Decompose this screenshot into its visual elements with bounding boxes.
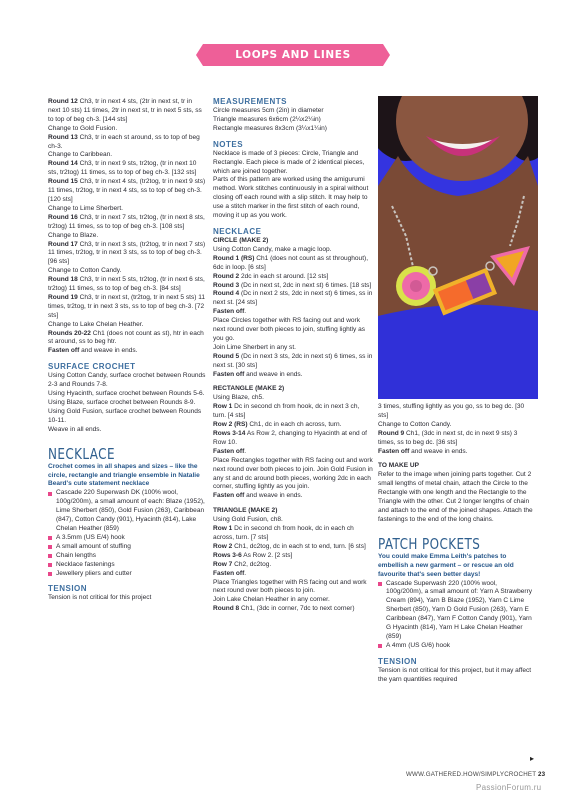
triangle-step xyxy=(213,579,373,597)
triangle-step-lead: Fasten off xyxy=(213,569,245,577)
pattern-round-lead: Rounds 20-22 xyxy=(48,329,91,337)
rectangle-step-lead: Fasten off xyxy=(213,492,245,500)
surface-line: Using Blaze, surface crochet between Rounds 8-9. xyxy=(48,399,196,406)
triangle-step-text: Ch2, dc2tog. xyxy=(232,560,272,568)
circle-step xyxy=(213,308,373,317)
circle-step-lead: Round 3 xyxy=(213,281,240,289)
triangle-continued xyxy=(378,403,533,456)
pattern-round-lead: Round 13 xyxy=(48,133,78,141)
patch-pockets-intro: You could make Emma Leith's patches to embellish a new garment – or rescue an old favourite that's seen better days! xyxy=(378,552,514,578)
circle-step xyxy=(213,317,373,344)
pattern-round-text: Ch3, tr in next 3 sts, (tr2tog, tr in next 7 sts) 11 times, tr2tog, tr in next 3 sts, ss to top of beg ch-3. [96 sts] xyxy=(48,240,206,266)
rectangle-step xyxy=(213,457,373,493)
patch-materials-list xyxy=(378,580,533,651)
circle-step-lead: Fasten off xyxy=(213,308,245,316)
pattern-round-text: Ch3, tr in each st around, ss to top of beg ch-3. xyxy=(48,133,200,150)
pattern-round xyxy=(48,214,206,232)
notes-heading: NOTES xyxy=(213,139,244,149)
measurement-line: Rectangle measures 8x3cm (3¼x1¼in) xyxy=(213,124,327,132)
surface-line: Using Cotton Candy, surface crochet between Rounds 2-3 and Rounds 7-8. xyxy=(48,372,206,389)
triangle-step-lead: Round 9 xyxy=(378,429,405,437)
pattern-round-text: Change to Cotton Candy. xyxy=(48,267,122,275)
pattern-round-lead: Round 12 xyxy=(48,98,78,105)
pattern-round-text: Change to Caribbean. xyxy=(48,151,113,159)
circle-step-text: and weave in ends. xyxy=(244,370,303,378)
pattern-round-text: and weave in ends. xyxy=(79,347,138,355)
rectangle-heading: RECTANGLE (MAKE 2) xyxy=(213,385,285,393)
triangle-step-text: As Row 2. [2 sts] xyxy=(241,551,293,559)
triangle-step xyxy=(378,421,533,430)
pattern-round-lead: Round 14 xyxy=(48,160,78,168)
circle-step xyxy=(213,353,373,371)
surface-line: Weave in all ends. xyxy=(48,425,102,433)
necklace-heading: NECKLACE xyxy=(213,226,262,236)
pattern-round-text: Ch3, tr in next 9 sts, tr2tog, (tr in next 10 sts, tr2tog) 11 times, ss to top of beg ch-3. [132 sts] xyxy=(48,160,197,177)
pattern-round-lead: Round 18 xyxy=(48,276,78,284)
triangle-step xyxy=(213,596,373,605)
pattern-round-text: Ch3, tr in next 7 sts, tr2tog, (tr in next 8 sts, tr2tog) 11 times, ss to top of beg ch-3. [108 sts] xyxy=(48,213,205,230)
pattern-round xyxy=(48,276,206,294)
section-banner xyxy=(203,44,383,83)
circle-step-text: . xyxy=(244,308,247,316)
surface-line: Using Hyacinth, surface crochet between Rounds 5-6. xyxy=(48,390,205,398)
triangle-step-lead: Row 1 xyxy=(213,525,233,533)
necklace-materials-list xyxy=(48,489,206,578)
circle-step-text: Join Lime Sherbert in any st. xyxy=(213,343,296,351)
triangle-step-text: Ch1, (3dc in next st, dc in next 9 sts) 3 times, ss to beg dc. [36 sts] xyxy=(378,429,518,446)
necklace-intro: Crochet comes in all shapes and sizes – like the circle, rectangle and triangle ensemble in Natalie Beard's cute statement necklace xyxy=(48,462,200,488)
circle-step xyxy=(213,246,373,255)
pattern-round xyxy=(48,98,206,125)
material-item: Jewellery pliers and cutter xyxy=(48,570,206,579)
pattern-round xyxy=(48,205,206,214)
triangle-step-lead: Row 7 xyxy=(213,560,233,568)
circle-step xyxy=(213,273,373,282)
pattern-round xyxy=(48,232,206,241)
pattern-round-lead: Fasten off xyxy=(48,347,80,355)
triangle-step-lead: Fasten off xyxy=(378,447,410,455)
patch-tension-heading: TENSION xyxy=(378,656,418,666)
triangle-step xyxy=(378,448,533,457)
pattern-round xyxy=(48,134,206,152)
circle-step-text: Place Circles together with RS facing out and work next round over both pieces to join, stuffing lightly as you go. xyxy=(213,317,366,342)
measurement-line: Triangle measures 6x6cm (2¼x2¼in) xyxy=(213,115,321,123)
rectangle-step-text: Ch1, dc in each ch across, turn. xyxy=(247,421,342,429)
patch-material-item: Cascade Superwash 220 (100% wool, 100g/200m), a small amount of: Yarn A Strawberry Cream (894), Yarn B Blaze (1952), Yarn C Lime Sherbert (850), Yarn D Gold Fusion (263), Yarn E Caribbean (847), Yarn F Cotton Candy (901), Yarn G Hyacinth (814), Yarn H Lake Chelan Heather (859) xyxy=(378,580,533,642)
circle-step xyxy=(213,371,373,380)
circle-step xyxy=(213,282,373,291)
triangle-instructions xyxy=(213,516,373,614)
tension-text: Tension is not critical for this project xyxy=(48,594,152,602)
triangle-step xyxy=(378,403,533,421)
triangle-step-text: Change to Cotton Candy. xyxy=(378,420,452,428)
circle-step-lead: Round 2 xyxy=(213,272,240,280)
rectangle-step-text: Using Blaze, ch5. xyxy=(213,394,264,402)
circle-step xyxy=(213,255,373,273)
pattern-round xyxy=(48,178,206,205)
triangle-step xyxy=(213,561,373,570)
pattern-round-text: Ch1 (does not count as st), htr in each st around, ss to beg htr. xyxy=(48,329,204,346)
circle-step xyxy=(213,344,373,353)
necklace-photo xyxy=(378,96,538,399)
pattern-round xyxy=(48,347,206,356)
circle-step-lead: Round 4 xyxy=(213,290,240,298)
pattern-round xyxy=(48,330,206,348)
pattern-round-text: Change to Gold Fusion. xyxy=(48,124,118,132)
patch-material-item: A 4mm (US G/6) hook xyxy=(378,642,533,651)
triangle-step xyxy=(213,605,373,614)
pattern-round xyxy=(48,294,206,321)
circle-instructions xyxy=(213,246,373,380)
triangle-step xyxy=(213,516,373,525)
pattern-round-text: Change to Lake Chelan Heather. xyxy=(48,320,144,328)
rectangle-step-lead: Row 1 xyxy=(213,403,233,411)
pattern-round-lead: Round 16 xyxy=(48,213,78,221)
triangle-step xyxy=(213,525,373,543)
circle-step-text: 2dc in each st around. [12 sts] xyxy=(239,272,329,280)
pattern-round-text: Ch3, tr in next 4 sts, (tr2tog, tr in next 9 sts) 11 times, tr2tog, tr in next 4 sts, ss to top of beg ch-3. [120 sts] xyxy=(48,178,206,203)
make-up-text: Refer to the image when joining parts together. Cut 2 small lengths of metal chain, attach the Circle to the Rectangle with one length and the Rectangle to the Triangle with the other. Cut 2 longer lengths of chain and attach to the end of the joined shapes. Attach the fastenings to the end of the long chains. xyxy=(378,471,533,523)
rectangle-step-text: Place Rectangles together with RS facing out and work next round over both pieces to join. Join Gold Fusion in any st and dc around both pieces, working 2dc in each corner, stuffing lightly as you join. xyxy=(213,456,373,491)
triangle-step-text: and weave in ends. xyxy=(409,447,468,455)
pattern-round xyxy=(48,125,206,134)
make-up-heading: TO MAKE UP xyxy=(378,462,419,470)
triangle-step-lead: Round 8 xyxy=(213,605,240,613)
measurements-text xyxy=(213,107,373,134)
pattern-round-text: Ch3, tr in next st, (tr2tog, tr in next 5 sts) 11 times, tr2tog, tr in next 3 sts, ss to top of beg ch-3. [72 sts] xyxy=(48,293,206,319)
material-item: A small amount of stuffing xyxy=(48,543,206,552)
triangle-step xyxy=(213,570,373,579)
surface-line: Using Gold Fusion, surface crochet between Rounds 10-11. xyxy=(48,407,202,424)
rectangle-step-text: . xyxy=(244,447,247,455)
measurements-heading: MEASUREMENTS xyxy=(213,97,288,106)
column-right xyxy=(378,403,533,685)
circle-step-text: (Dc in next 3 sts, 2dc in next st) 6 times, ss in next st. [30 sts] xyxy=(213,352,373,369)
pattern-round xyxy=(48,241,206,268)
pattern-round-text: Change to Blaze. xyxy=(48,231,99,239)
material-item: Cascade 220 Superwash DK (100% wool, 100g/200m), a small amount of each: Blaze (1952), Lime Sherbert (850), Gold Fusion (263), Caribbean (847), Cotton Candy (901), Hyacinth (814), Lake Chelan Heather (859) xyxy=(48,489,206,534)
continue-arrow-icon: ▸ xyxy=(530,754,535,763)
notes-text xyxy=(213,150,373,221)
triangle-step xyxy=(213,543,373,552)
rectangle-instructions xyxy=(213,394,373,501)
surface-crochet-heading: SURFACE CROCHET xyxy=(48,362,136,372)
necklace-title: NECKLACE xyxy=(48,444,115,463)
pattern-round xyxy=(48,151,206,160)
triangle-step-lead: Rows 3-6 xyxy=(213,551,242,559)
pattern-round-text: Change to Lime Sherbert. xyxy=(48,204,123,212)
pattern-round xyxy=(48,267,206,276)
rectangle-step xyxy=(213,421,373,430)
rectangle-step xyxy=(213,394,373,403)
patch-tension-text: Tension is not critical for this project, but it may affect the yarn quantities required xyxy=(378,666,532,683)
rectangle-step xyxy=(213,403,373,421)
material-item: Chain lengths xyxy=(48,552,206,561)
triangle-heading: TRIANGLE (MAKE 2) xyxy=(213,507,278,515)
pattern-round xyxy=(48,160,206,178)
material-item: A 3.5mm (US E/4) hook xyxy=(48,534,206,543)
pattern-round xyxy=(48,321,206,330)
page-footer xyxy=(406,771,545,778)
triangle-step-text: Using Gold Fusion, ch8. xyxy=(213,516,283,524)
note-paragraph: Parts of this pattern are worked using the amigurumi method. Work stitches continuously in a spiral without closing off each round with a slip stitch. It may help to use a stitch marker in the first stitch of each round, moving it up as you work. xyxy=(213,176,369,220)
material-item: Necklace fastenings xyxy=(48,561,206,570)
triangle-step-text: 3 times, stuffing lightly as you go, ss to beg dc. [30 sts] xyxy=(378,403,525,419)
rectangle-step-text: As Row 2, changing to Hyacinth at end of Row 10. xyxy=(213,430,367,446)
rectangle-step xyxy=(213,430,373,448)
pattern-round-lead: Round 15 xyxy=(48,178,78,186)
circle-step-text: (Dc in next 2 sts, 2dc in next st) 6 times, ss in next st. [24 sts] xyxy=(213,290,373,307)
triangle-step-text: Dc in second ch from hook, dc in each ch across, turn. [7 sts] xyxy=(213,525,354,541)
pattern-round-text: Ch3, tr in next 4 sts, (2tr in next st, tr in next 10 sts) 11 times, 2tr in next st, tr in next 5 sts, ss to top of beg ch-3. [144 sts] xyxy=(48,98,202,123)
rectangle-step-text: Dc in second ch from hook, dc in next 3 ch, turn. [4 sts] xyxy=(213,403,360,420)
column-middle xyxy=(213,97,373,614)
watermark: PassionForum.ru xyxy=(476,783,542,792)
triangle-step-text: . xyxy=(244,569,247,577)
rectangle-step-lead: Fasten off xyxy=(213,447,245,455)
rectangle-step-lead: Rows 3-14 xyxy=(213,430,246,437)
circle-step-lead: Round 5 xyxy=(213,352,240,360)
pattern-round-lead: Round 19 xyxy=(48,293,78,301)
circle-step-text: Using Cotton Candy, make a magic loop. xyxy=(213,245,332,253)
triangle-step-text: Ch1, dc2tog, dc in each st to end, turn. [6 sts] xyxy=(232,542,366,550)
triangle-step xyxy=(378,430,533,448)
column-left xyxy=(48,98,206,603)
surface-crochet-text xyxy=(48,372,206,434)
circle-heading: CIRCLE (MAKE 2) xyxy=(213,236,269,244)
triangle-step-lead: Row 2 xyxy=(213,542,233,550)
measurement-line: Circle measures 5cm (2in) in diameter xyxy=(213,107,324,114)
triangle-step-text: Place Triangles together with RS facing out and work next round over both pieces to join. xyxy=(213,578,367,595)
banner-title: LOOPS AND LINES COLLECTION xyxy=(235,49,351,83)
note-paragraph: Necklace is made of 3 pieces: Circle, Triangle and Rectangle. Each piece is made of 2 identical pieces, which are joined together. xyxy=(213,149,365,175)
page-number: 23 xyxy=(538,771,546,778)
circle-step xyxy=(213,290,373,308)
patch-pockets-title: PATCH POCKETS xyxy=(378,534,481,553)
triangle-step-text: Ch1, (3dc in corner, 7dc to next corner) xyxy=(239,605,355,613)
rectangle-step xyxy=(213,492,373,501)
footer-site: WWW.GATHERED.HOW/SIMPLYCROCHET xyxy=(406,771,537,778)
circle-step-lead: Round 1 (RS) xyxy=(213,254,255,262)
rectangle-step xyxy=(213,448,373,457)
circle-step-text: Ch1 (does not count as st throughout), 6dc in loop. [6 sts] xyxy=(213,254,369,271)
triangle-step xyxy=(213,552,373,561)
rectangle-step-text: and weave in ends. xyxy=(244,492,303,500)
pattern-round-lead: Round 17 xyxy=(48,240,78,248)
pattern-round-text: Ch3, tr in next 5 sts, tr2tog, (tr in next 6 sts, tr2tog) 11 times, ss to top of beg ch-3. [84 sts] xyxy=(48,276,205,293)
rounds-list xyxy=(48,98,206,356)
rectangle-step-lead: Row 2 (RS) xyxy=(213,421,248,429)
circle-step-lead: Fasten off xyxy=(213,370,245,378)
circle-step-text: (Dc in next st, 2dc in next st) 6 times. [18 sts] xyxy=(239,281,372,289)
triangle-step-text: Join Lake Chelan Heather in any corner. xyxy=(213,596,330,604)
tension-heading: TENSION xyxy=(48,584,88,594)
